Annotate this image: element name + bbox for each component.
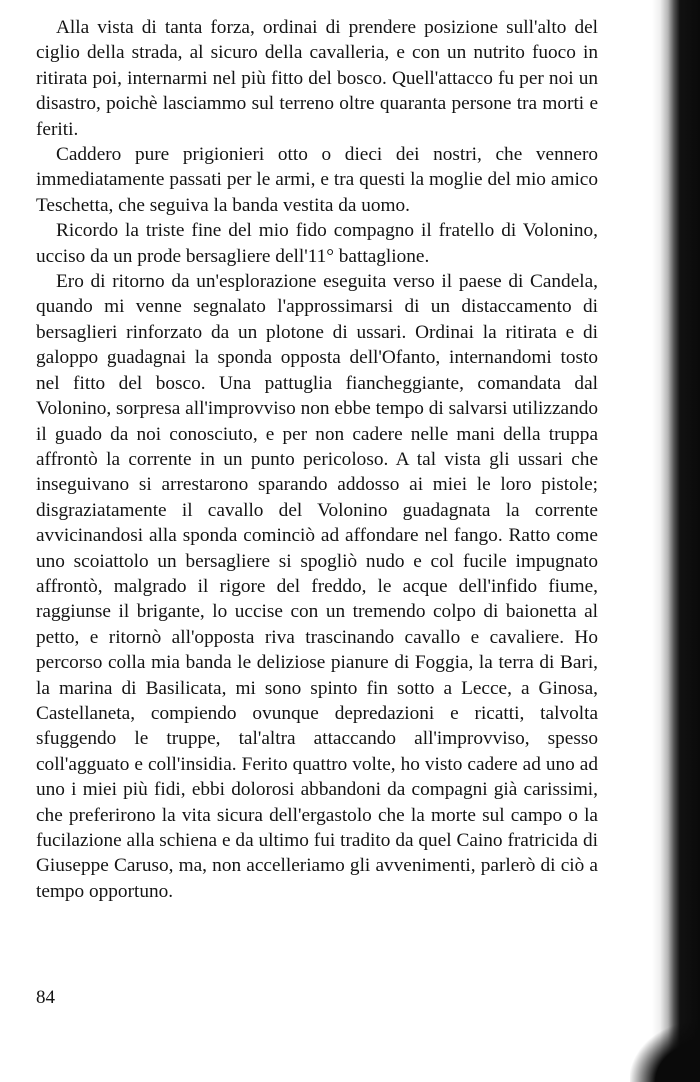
- paragraph-4: Ero di ritorno da un'esplorazione eseguita verso il paese di Candela, quando mi venne segnalato l'approssimarsi di un distaccamento di bersaglieri rinforzato da un plotone di ussari. Ordinai la ritirata e di galoppo guadagnai la sponda opposta dell'Ofanto, internandomi tosto nel fitto del bosco. Una pattuglia fiancheggiante, comandata dal Volonino, sorpresa all'improvviso non ebbe tempo di salvarsi utilizzando il guado da noi conosciuto, e per non cadere nelle mani della truppa affrontò la corrente in un punto pericoloso. A tal vista gli ussari che inseguivano si arrestarono sparando addosso ai miei le loro pistole; disgraziatamente il cavallo del Volonino guadagnata la corrente avvicinandosi alla sponda cominciò ad affondare nel fango. Ratto come uno scoiattolo un bersagliere si spogliò nudo e col fucile impugnato affrontò, malgrado il rigore del freddo, le acque dell'infido fiume, raggiunse il brigante, lo uccise con un tremendo colpo di baionetta al petto, e ritornò all'opposta riva trascinando cavallo e cavaliere. Ho percorso colla mia banda le deliziose pianure di Foggia, la terra di Bari, la marina di Basilicata, mi sono spinto fin sotto a Lecce, a Ginosa, Castellaneta, compiendo ovunque depredazioni e ricatti, talvolta sfuggendo le truppe, tal'altra attaccando all'improvviso, spesso coll'agguato e coll'insidia. Ferito quattro volte, ho visto cadere ad uno ad uno i miei più fidi, ebbi dolorosi abbandoni da compagni già carissimi, che preferirono la vita sicura dell'ergastolo che la morte sul campo o la fucilazione alla schiena e da ultimo fui tradito da quel Caino fratricida di Giuseppe Caruso, ma, non accelleriamo gli avvenimenti, parlerò di ciò a tempo opportuno.: [36, 271, 598, 902]
- page-number: 84: [36, 987, 55, 1008]
- binding-shadow-corner: [630, 1022, 700, 1082]
- paragraph-3: Ricordo la triste fine del mio fido compagno il fratello di Volonino, ucciso da un prode bersagliere dell'11° battaglione.: [36, 220, 598, 267]
- body-text: [36, 15, 598, 904]
- binding-shadow: [652, 0, 700, 1082]
- paragraph-2: Caddero pure prigionieri otto o dieci dei nostri, che vennero immediatamente passati per le armi, e tra questi la moglie del mio amico Teschetta, che seguiva la banda vestita da uomo.: [36, 144, 598, 216]
- paragraph-1: Alla vista di tanta forza, ordinai di prendere posizione sull'alto del ciglio della strada, al sicuro della cavalleria, e con un nutrito fuoco in ritirata poi, internarmi nel più fitto del bosco. Quell'attacco fu per noi un disastro, poichè lasciammo sul terreno oltre quaranta persone tra morti e feriti.: [36, 17, 598, 140]
